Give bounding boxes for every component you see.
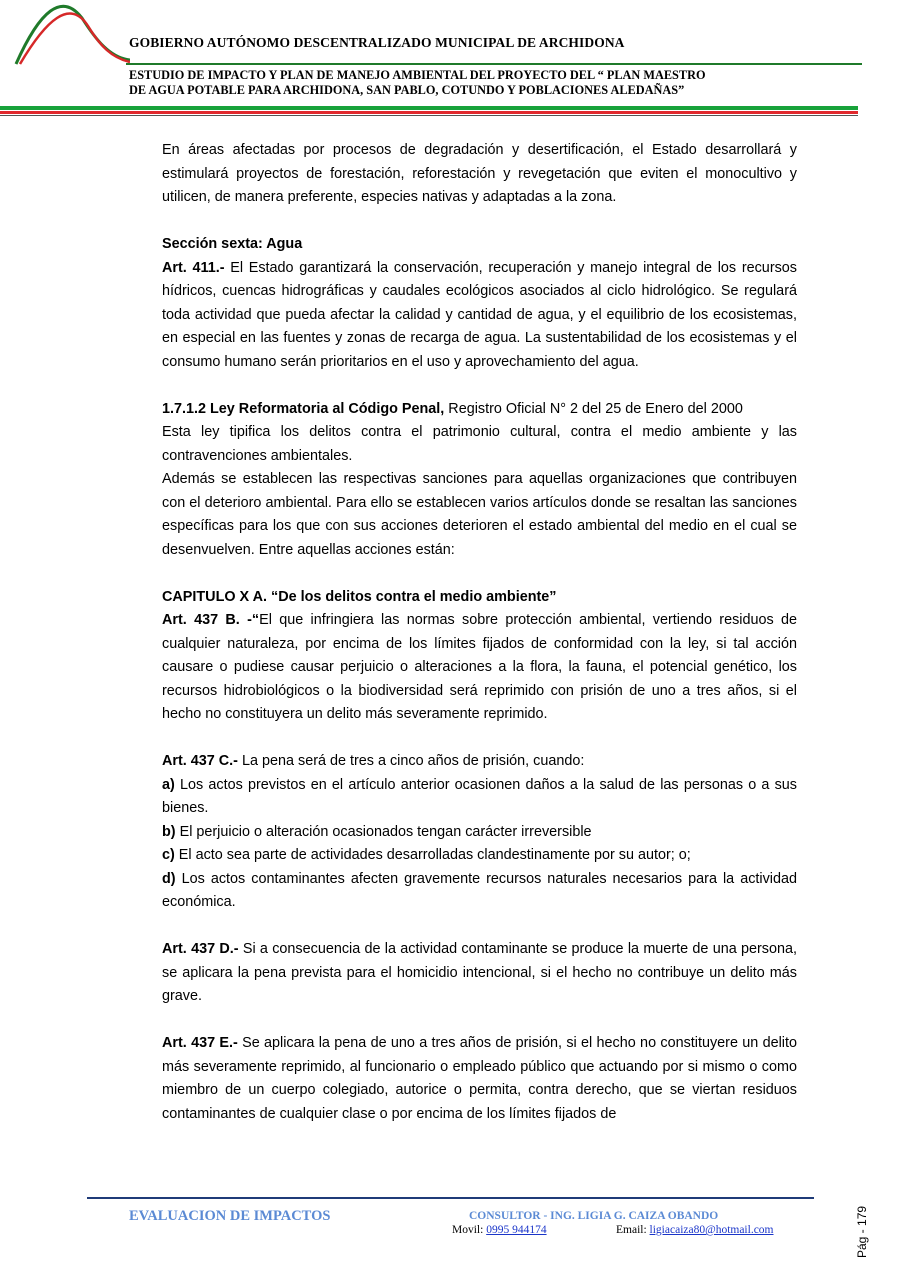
list-item-d-label: d) — [162, 870, 176, 887]
list-item-b-label: b) — [162, 823, 176, 840]
list-item-a-text: Los actos previstos en el artículo anterior ocasionen daños a la salud de las personas o a sus bienes. — [162, 776, 797, 816]
article-437d — [162, 938, 797, 1009]
list-item-a-label: a) — [162, 776, 175, 793]
header-subtitle — [129, 68, 706, 97]
header-band-green — [0, 106, 858, 110]
article-437c-label: Art. 437 C.- — [162, 753, 238, 769]
header-subtitle-line2: DE AGUA POTABLE PARA ARCHIDONA, SAN PABLO, COTUNDO Y POBLACIONES ALEDAÑAS” — [129, 82, 685, 97]
list-item-d — [162, 868, 797, 915]
article-411 — [162, 257, 797, 375]
section-heading-agua: Sección sexta: Agua — [162, 236, 303, 252]
footer-email — [616, 1224, 774, 1236]
footer-movil-label: Movil: — [452, 1224, 487, 1236]
chapter-heading: CAPITULO X A. “De los delitos contra el medio ambiente” — [162, 588, 557, 605]
article-437c-text: La pena será de tres a cinco años de prisión, cuando: — [237, 753, 585, 769]
article-437c — [162, 750, 797, 774]
law-paragraph-2: Además se establecen las respectivas sanciones para aquellas organizaciones que contribuyen con el deterioro ambiental. Para ello se establecen varios artículos donde se resaltan las sanciones específicas para los que con sus acciones deterioren el estado ambiental del medio en el cual se desenvuelven. Entre aquellas acciones están: — [162, 471, 797, 558]
footer-section-title: EVALUACION DE IMPACTOS — [129, 1208, 331, 1224]
list-item-c-text: El acto sea parte de actividades desarrolladas clandestinamente por su autor; o; — [174, 847, 691, 863]
header-band-red — [0, 111, 858, 114]
paragraph-reforestation: En áreas afectadas por procesos de degradación y desertificación, el Estado desarrollará y estimulará proyectos de forestación, reforestación y revegetación que eviten el monocultivo y utilicen, de manera preferente, especies nativas y adaptadas a la zona. — [162, 142, 797, 205]
law-registro: Registro Oficial N° 2 del 25 de Enero del 2000 — [444, 400, 743, 417]
page-number: Pág - 179 — [855, 1205, 869, 1258]
article-437e — [162, 1032, 797, 1126]
header-rule — [126, 63, 862, 65]
article-411-text: El Estado garantizará la conservación, recuperación y manejo integral de los recursos hídricos, cuencas hidrográficas y caudales ecológicos asociados al ciclo hidrológico. Se regulará toda actividad que pueda afectar la calidad y cantidad de agua, y el equilibrio de los ecosistemas, en especial en las fuentes y zonas de recarga de agua. La sustentabilidad de los ecosistemas y el consumo humano serán prioritarios en el uso y aprovechamiento del agua. — [162, 259, 798, 370]
header-title: GOBIERNO AUTÓNOMO DESCENTRALIZADO MUNICIPAL DE ARCHIDONA — [129, 35, 625, 50]
header-subtitle-line1: ESTUDIO DE IMPACTO Y PLAN DE MANEJO AMBIENTAL DEL PROYECTO DEL “ PLAN MAESTRO — [129, 68, 706, 82]
article-437b-text: El que infringiera las normas sobre protección ambiental, vertiendo residuos de cualquier naturaleza, por encima de los límites fijados de conformidad con la ley, si tal acción causare o pudiese causar perjuicio o alteraciones a la flora, la fauna, el potencial genético, los recursos hidrobiológicos o la biodiversidad será reprimido con prisión de uno a tres años, si el hecho no constituyera un delito más severamente reprimido. — [162, 612, 797, 722]
header-band-dark — [0, 115, 858, 116]
footer-rule — [87, 1197, 814, 1199]
footer-consultant: CONSULTOR - ING. LIGIA G. CAIZA OBANDO — [469, 1210, 719, 1222]
article-437d-label: Art. 437 D.- — [162, 941, 239, 957]
article-437b — [162, 609, 797, 727]
document-body — [162, 139, 797, 1126]
municipal-logo-curves — [0, 0, 130, 70]
list-item-b-text: El perjuicio o alteración ocasionados tengan carácter irreversible — [175, 823, 592, 840]
article-437e-label: Art. 437 E.- — [162, 1035, 238, 1051]
footer-phone-link[interactable]: 0995 944174 — [486, 1224, 547, 1236]
list-item-b — [162, 821, 797, 845]
article-437e-text: Se aplicara la pena de uno a tres años de prisión, si el hecho no constituyere un delito más severamente reprimido, al funcionario o empleado público que actuando por si mismo o como miembro de un cuerpo colegiado, autorice o permita, contra derecho, que se viertan residuos contaminantes de cualquier clase o por encima de los límites fijados de — [162, 1035, 797, 1122]
law-heading — [162, 398, 797, 422]
list-item-c — [162, 844, 797, 868]
footer-email-link[interactable]: ligiacaiza80@hotmail.com — [649, 1224, 774, 1236]
footer-email-label: Email: — [616, 1224, 650, 1236]
list-item-a — [162, 774, 797, 821]
law-paragraph-1: Esta ley tipifica los delitos contra el patrimonio cultural, contra el medio ambiente y las contravenciones ambientales. — [162, 424, 797, 464]
footer-movil — [452, 1224, 547, 1236]
list-item-d-text: Los actos contaminantes afecten gravemente recursos naturales necesarios para la actividad económica. — [162, 870, 797, 910]
article-437d-text: Si a consecuencia de la actividad contaminante se produce la muerte de una persona, se aplicara la pena prevista para el homicidio intencional, si el hecho no contribuye un delito más grave. — [162, 941, 797, 1004]
list-item-c-label: c) — [162, 847, 175, 863]
article-437b-label: Art. 437 B. -“ — [162, 612, 260, 628]
article-411-label: Art. 411.- — [162, 259, 225, 276]
law-title: 1.7.1.2 Ley Reformatoria al Código Penal, — [162, 400, 445, 417]
